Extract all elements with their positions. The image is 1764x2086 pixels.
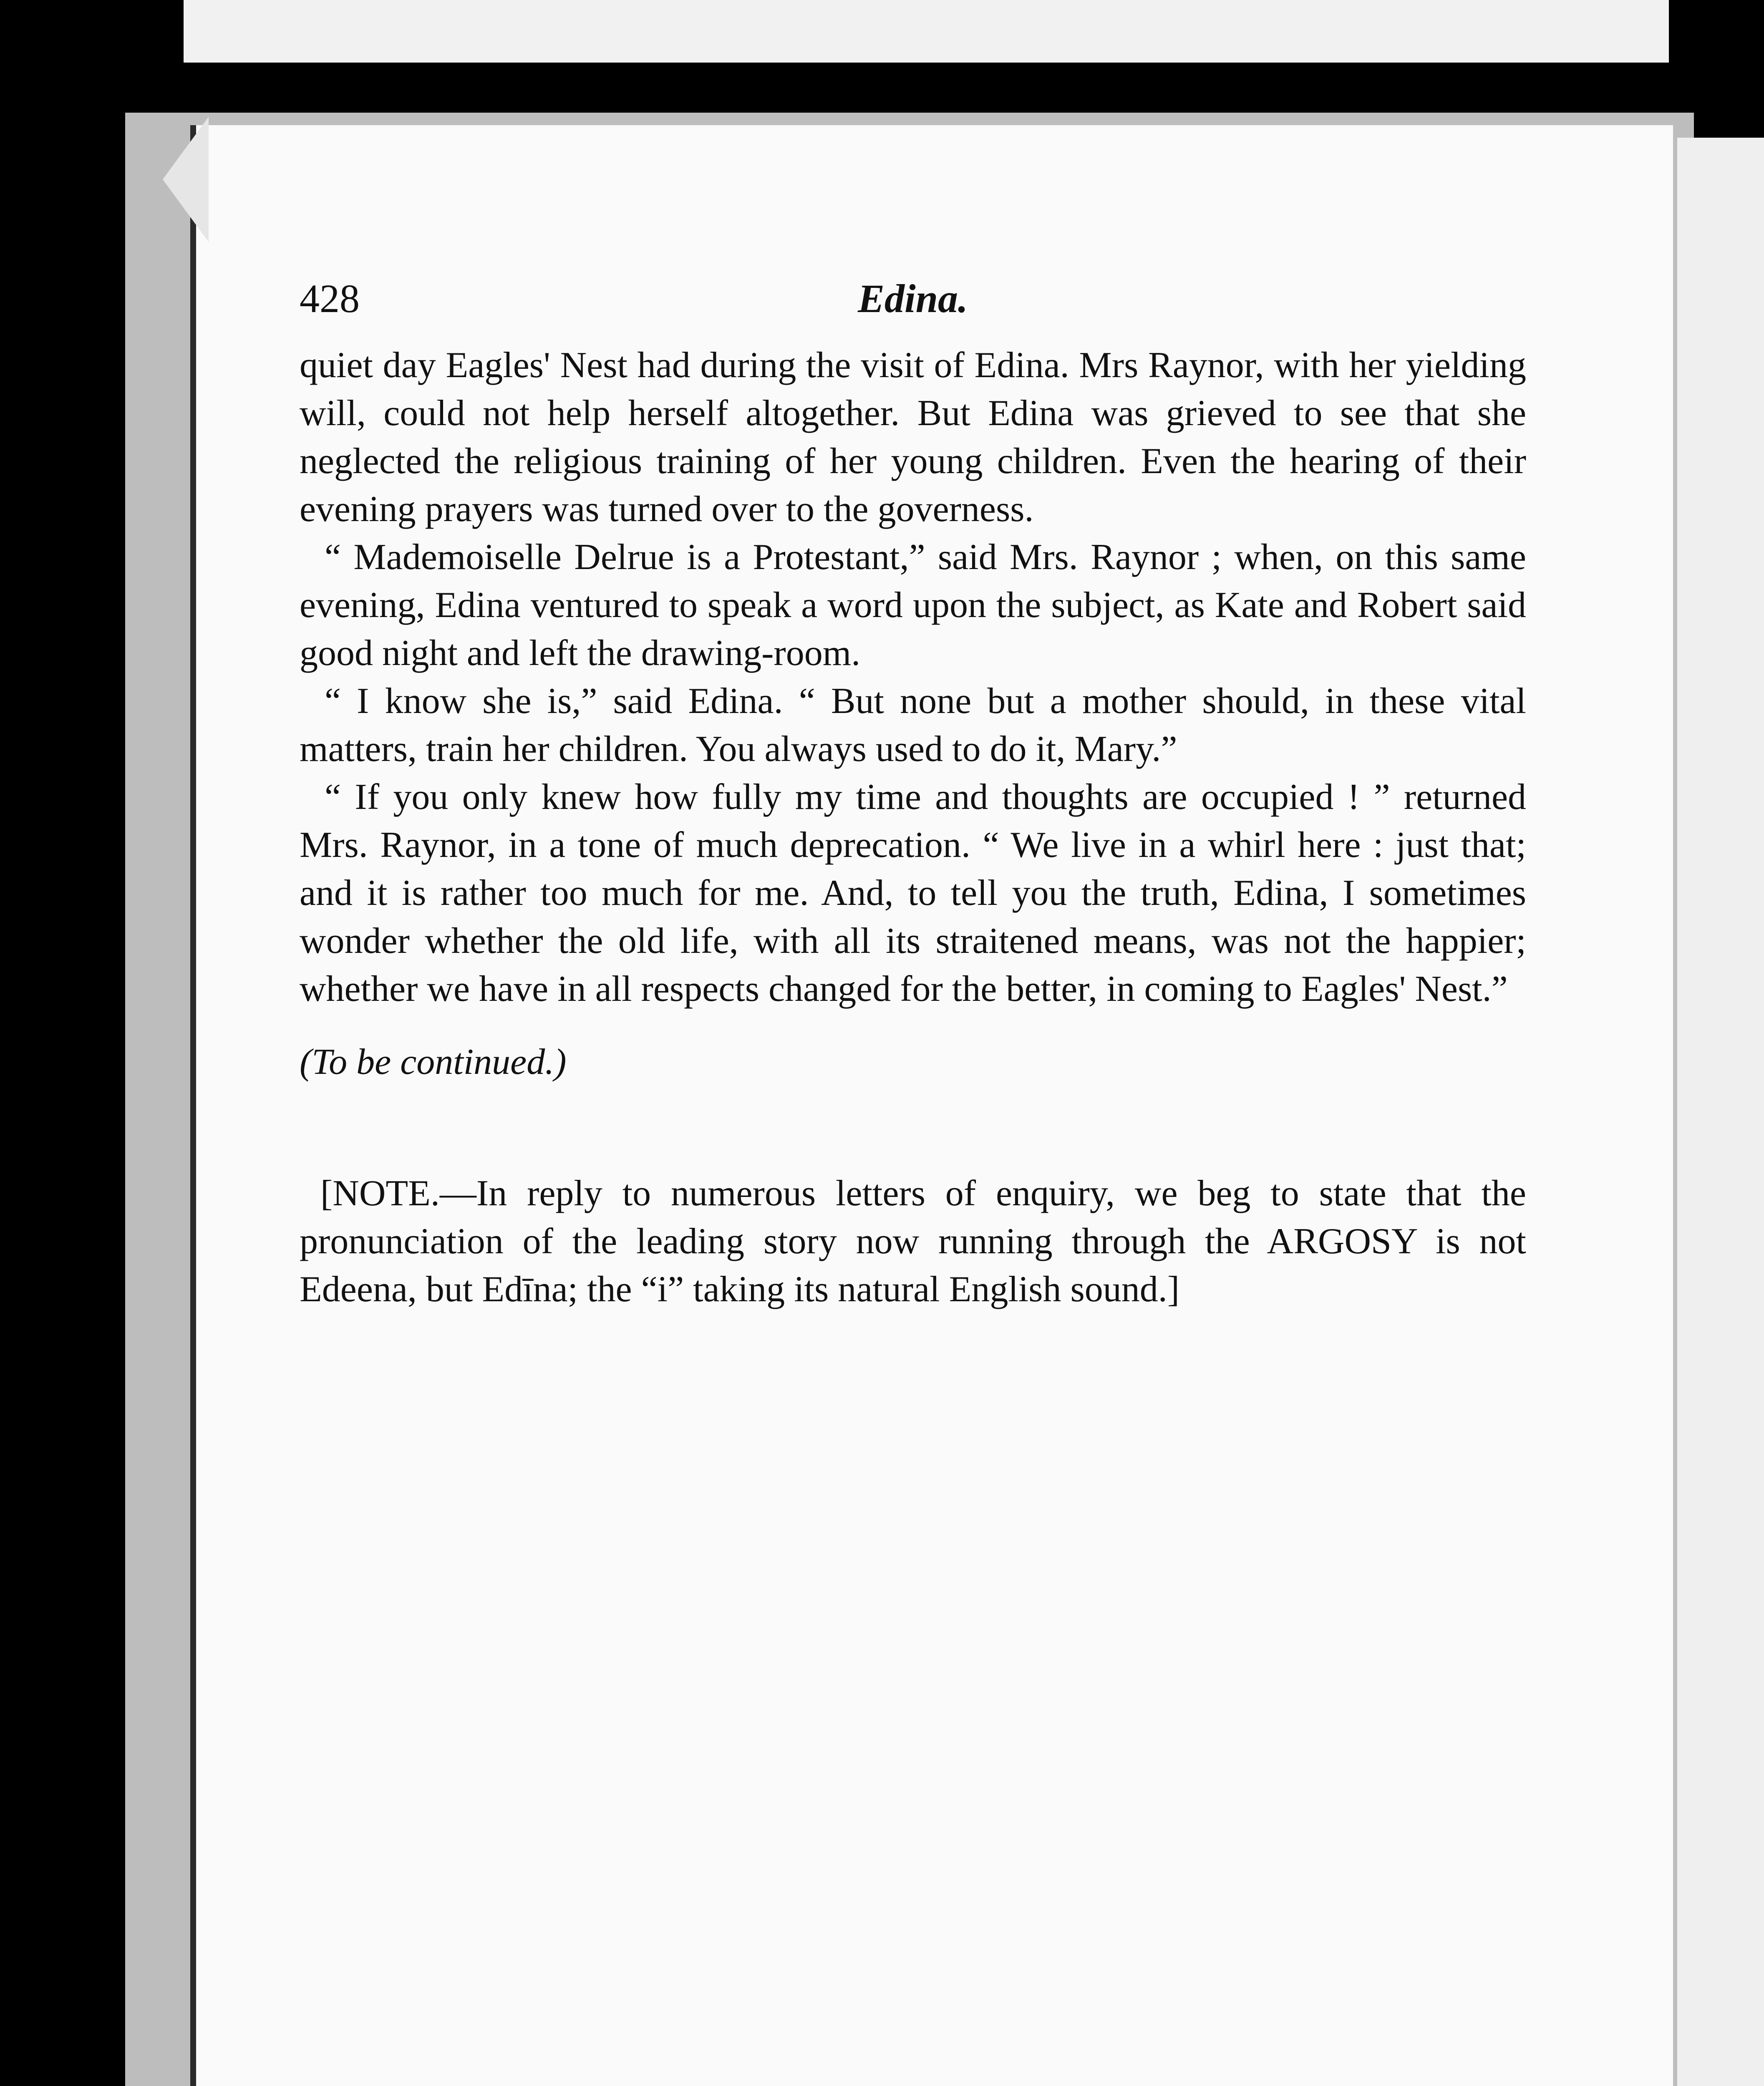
paragraph: “ If you only knew how fully my time and thoughts are occupied ! ” returned Mrs. Raynor, in a tone of much deprecation. “ We live in a whirl here : just that; and it is rather too much for me. And, to tell you the truth, Edina, I sometimes wonder whether the old life, with all its straitened means, was not the happier; whether we have in all respects changed for the better, in coming to Eagles' Nest.” bbox=[300, 777, 1526, 1009]
paragraph: “ I know she is,” said Edina. “ But none but a mother should, in these vital matters, train her children. You always used to do it, Mary.” bbox=[300, 681, 1526, 769]
paragraph: “ Mademoiselle Delrue is a Protestant,” said Mrs. Raynor ; when, on this same evening, Edina ventured to speak a word upon the subject, as Kate and Robert said good night and left the drawing-room. bbox=[300, 537, 1526, 673]
paragraph: quiet day Eagles' Nest had during the visit of Edina. Mrs Raynor, with her yielding will, could not help herself altogether. But Edina was grieved to see that she neglected the religious training of her young children. Even the hearing of their evening prayers was turned over to the governess. bbox=[300, 345, 1526, 529]
body-text bbox=[300, 341, 1526, 1313]
page-corner bbox=[163, 117, 209, 242]
to-be-continued: (To be continued.) bbox=[300, 1042, 567, 1082]
adjacent-page-top bbox=[184, 0, 1669, 63]
page-header bbox=[300, 275, 1526, 325]
editorial-note: [NOTE.—In reply to numerous letters of enquiry, we beg to state that the pronunciation of the leading story now running through the ARGOSY is not Edeena, but Edīna; the “i” taking its natural English sound.] bbox=[300, 1173, 1526, 1310]
running-title: Edina. bbox=[857, 276, 968, 321]
adjacent-page-right bbox=[1677, 138, 1764, 2086]
page-number: 428 bbox=[300, 276, 360, 321]
